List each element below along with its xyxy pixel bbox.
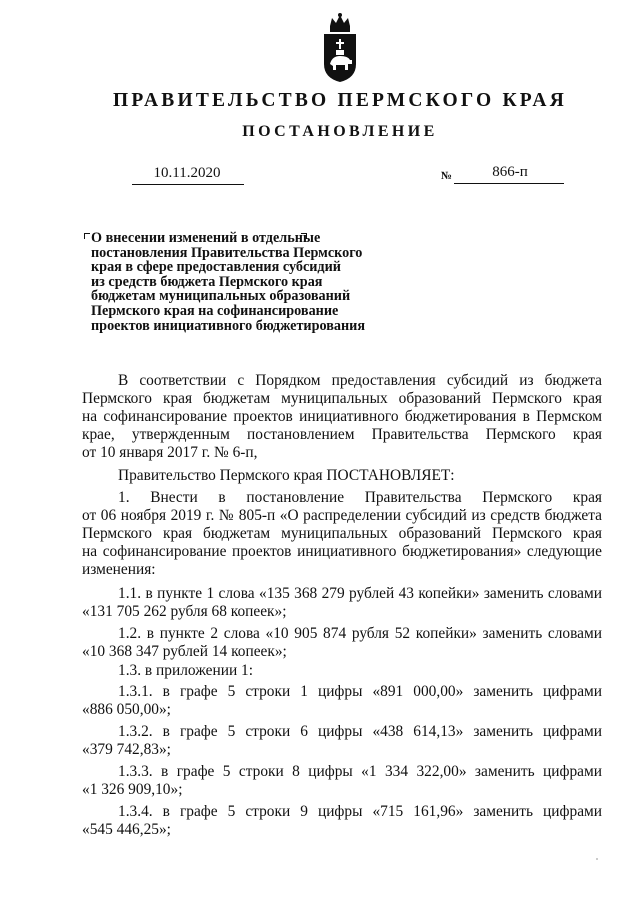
body-line: 1.1. в пункте 1 слова «135 368 279 рублей 43 копейки» заменить словами <box>118 585 602 602</box>
subject-line: бюджетам муниципальных образований <box>91 288 351 305</box>
subject-line: из средств бюджета Пермского края <box>91 273 323 290</box>
number-underline <box>454 183 564 184</box>
coat-of-arms-icon <box>318 12 362 84</box>
subject-line: проектов инициативного бюджетирования <box>91 317 366 334</box>
document-date: 10.11.2020 <box>153 165 221 181</box>
body-line: «131 705 262 рубля 68 копеек»; <box>82 603 287 620</box>
body-line: 1.3. в приложении 1: <box>118 662 253 679</box>
subject-bracket-left <box>84 233 90 239</box>
document-subject <box>91 231 411 333</box>
subject-line: Пермского края на софинансирование <box>91 302 339 319</box>
body-line: 1.3.2. в графе 5 строки 6 цифры «438 614,13» заменить цифрами <box>118 723 602 740</box>
subject-line: края в сфере предоставления субсидий <box>91 259 341 276</box>
body-line: «1 326 909,10»; <box>82 781 183 798</box>
body-line: от 06 ноября 2019 г. № 805-п «О распределении субсидий из средств бюджета <box>82 507 602 524</box>
body-line: «886 050,00»; <box>82 701 171 718</box>
scan-artifact <box>596 858 598 860</box>
document-type: ПОСТАНОВЛЕНИЕ <box>242 123 438 140</box>
body-line: «379 742,83»; <box>82 741 171 758</box>
body-line: «545 446,25»; <box>82 821 171 838</box>
body-line: на софинансирование проектов инициативного бюджетирования в Пермском <box>82 408 602 425</box>
body-line: 1. Внести в постановление Правительства Пермского края <box>118 489 602 506</box>
body-line: 1.3.4. в графе 5 строки 9 цифры «715 161,96» заменить цифрами <box>118 803 602 820</box>
body-line: крае, утвержденным постановлением Правительства Пермского края <box>82 426 602 443</box>
number-label: № <box>441 170 453 182</box>
document-number: 866-п <box>492 164 528 180</box>
body-line: Правительство Пермского края ПОСТАНОВЛЯЕТ: <box>118 467 455 484</box>
body-line: 1.3.3. в графе 5 строки 8 цифры «1 334 322,00» заменить цифрами <box>118 763 602 780</box>
body-line: на софинансирование проектов инициативного бюджетирования» следующие <box>82 543 602 560</box>
government-title: ПРАВИТЕЛЬСТВО ПЕРМСКОГО КРАЯ <box>113 90 567 111</box>
body-line: 1.3.1. в графе 5 строки 1 цифры «891 000,00» заменить цифрами <box>118 683 602 700</box>
subject-line: О внесении изменений в отдельные <box>91 230 321 246</box>
body-line: от 10 января 2017 г. № 6-п, <box>82 444 258 461</box>
body-line: изменения: <box>82 561 156 578</box>
body-line: В соответствии с Порядком предоставления субсидий из бюджета <box>118 372 602 389</box>
body-line: Пермского края бюджетам муниципальных образований Пермского края <box>82 390 602 407</box>
date-underline <box>132 184 244 185</box>
body-line: Пермского края бюджетам муниципальных образований Пермского края <box>82 525 602 542</box>
body-line: 1.2. в пункте 2 слова «10 905 874 рубля 52 копейки» заменить словами <box>118 625 602 642</box>
subject-line: постановления Правительства Пермского <box>91 244 363 261</box>
body-line: «10 368 347 рублей 14 копеек»; <box>82 643 287 660</box>
